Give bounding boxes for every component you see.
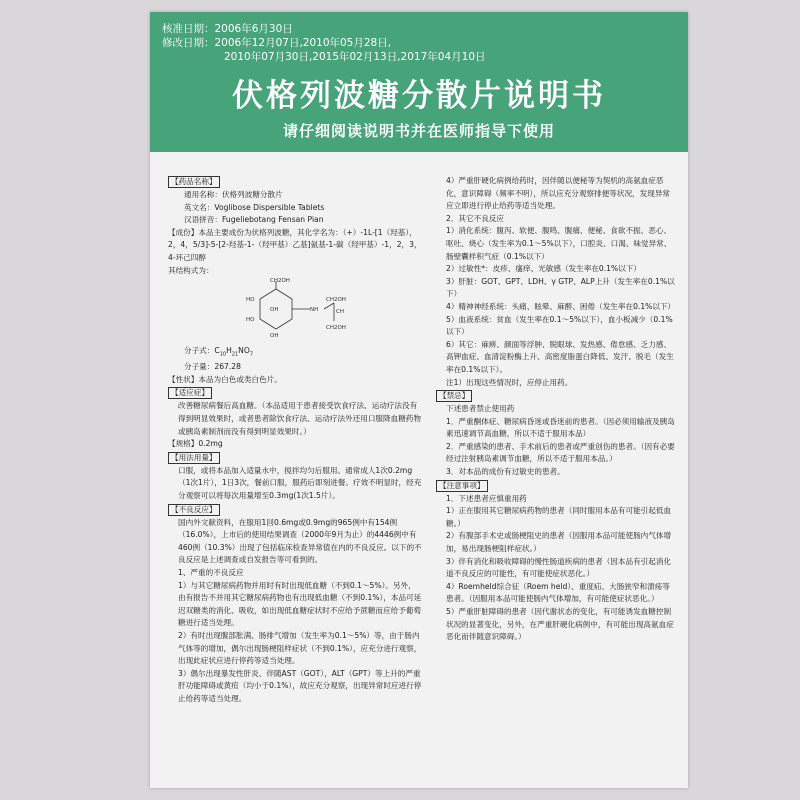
serious-item-2: 2）有时出现腹部胀满、肠排气增加（发生率为0.1～5%）等，由于肠内气体等的增加，偶尔出现肠梗阻样症状（不到0.1%），应充分进行观察，出现此症状应进行停药等适当处理。 [178, 630, 422, 666]
serious-item-1: 1）与其它糖尿病药物并用时有时出现低血糖（不到0.1～5%）。另外，由有报告不并用其它糖尿病药物也有出现低血糖（不到0.1%），本品可延迟双糖类的消化、吸收，如出现低血糖症状时不应给予蔗糖而应给予葡萄糖进行适当处理。 [178, 580, 422, 628]
formula-h: H [226, 346, 232, 356]
structure-diagram [168, 277, 422, 345]
formula-h-count: 21 [231, 351, 239, 358]
formula-o-count: 7 [249, 351, 254, 358]
revision-date-line-1: 修改日期：2006年12月07日,2010年05月28日, [162, 37, 392, 49]
serious-item-3: 3）偶尔出现暴发性肝炎、伴随AST（GOT），ALT（GPT）等上升的严重肝功能障碍或黄疸（均小于0.1%），故应充分观察，出现异常时应进行停止给药等适当处理。 [178, 668, 422, 703]
other-adverse-4: 4）精神神经系统：头痛、眩晕、麻醉、困倦（发生率在0.1%以下） [446, 301, 676, 311]
adverse-note: 注1）出现这些情况时，应停止用药。 [446, 377, 573, 387]
formula-c-count: 10 [219, 351, 227, 358]
section-drug-name: 【药品名称】 [168, 176, 220, 188]
specification-text: 【规格】0.2mg [168, 439, 223, 449]
page-subtitle: 请仔细阅读说明书并在医师指导下使用 [282, 122, 555, 140]
section-contraindications: 【禁忌】 [436, 390, 472, 402]
indication-text: 改善糖尿病餐后高血糖。（本品适用于患者接受饮食疗法、运动疗法没有得到明显效果时，或者患者除饮食疗法、运动疗法外还用口服降血糖药物或胰岛素制剂而没有得到明显效果时。） [178, 401, 421, 436]
pinyin-name: 汉语拼音：Fugeliebotang Fensan Pian [184, 215, 324, 225]
section-adverse: 【不良反应】 [168, 504, 220, 516]
generic-name: 通用名称：伏格列波糖分散片 [184, 190, 283, 199]
contra-item-2: 2．严重感染的患者、手术前后的患者或严重创伤的患者。（因有必要经过注射胰岛素调节血糖，所以不适于服用本品。） [446, 441, 675, 464]
section-precautions: 【注意事项】 [436, 480, 488, 492]
group-oh-bottom: OH [270, 333, 279, 340]
molecular-weight: 分子量：267.28 [184, 362, 241, 372]
serious-item-4: 4）严重肝硬化病例给药时，因伴随以便秘等为契机的高氨血症恶化，意识障碍（频率不明），所以应充分观察排便等状况，发现异常应立即进行停止给药等适当处理。 [446, 176, 671, 211]
header-banner [150, 12, 688, 152]
other-adverse-heading: 2．其它不良反应 [446, 213, 504, 223]
page-title: 伏格列波糖分散片说明书 [232, 78, 606, 114]
group-ch: CH [336, 309, 344, 316]
properties-text: 【性状】本品为白色或类白色片。 [168, 374, 282, 384]
formula-no: NO [238, 346, 250, 356]
group-nh: NH [310, 307, 319, 314]
approval-date: 核准日期：2006年6月30日 [162, 23, 293, 35]
formula-prefix: 分子式：C [184, 346, 220, 356]
caution-item-2: 2）有腹部手术史或肠梗阻史的患者（因服用本品可能使肠内气体增加，易出现肠梗阻样症状。） [446, 531, 672, 554]
right-column [436, 175, 676, 644]
other-adverse-3: 3）肝脏：GOT、GPT、LDH、γ GTP、ALP上升（发生率在0.1%以下） [446, 276, 675, 299]
caution-item-4: 4）Roemheld综合征（Roem held）、重度疝、大肠狭窄和溃疡等患者。（因服用本品可能使肠内气体增加，有可能使症状恶化。） [446, 581, 670, 604]
serious-heading: 1、严重的不良反应 [178, 567, 244, 577]
other-adverse-1: 1）消化系统：腹泻、软便、腹鸣、腹痛、便秘、食欲不振、恶心、呕吐、烧心（发生率为0.1～5%以下），口腔炎、口渴、味觉异常、肠壁囊样积气症（0.1%以下） [446, 226, 672, 261]
contra-intro: 下述患者禁止使用药 [446, 404, 515, 414]
other-adverse-5: 5）血液系统：贫血（发生率在0.1～5%以下），血小板减少（0.1%以下） [446, 314, 673, 337]
molecular-formula [168, 345, 422, 361]
other-adverse-2: 2）过敏性*：皮疹、瘙痒、光敏感（发生率在0.1%以下） [446, 264, 641, 274]
caution-item-1: 1）正在服用其它糖尿病药物的患者（同时服用本品有可能引起低血糖。） [446, 506, 672, 528]
other-adverse-6: 6）其它：麻痹、颜面等浮肿、脱眼球、发热感、倦怠感、乏力感、高钾血症、血清淀粉酶上升、高密度脂蛋白降低、发汗、脱毛（发生率在0.1%以下）。 [446, 339, 674, 374]
revision-date-line-2: 2010年07月30日,2015年02月13日,2017年04月10日 [224, 51, 486, 63]
section-usage: 【用法用量】 [168, 452, 220, 464]
caution-intro: 1．下述患者应慎重用药 [446, 493, 527, 503]
structure-label: 其结构式为： [168, 265, 214, 275]
left-column [168, 175, 422, 706]
group-ch2oh-r2: CH2OH [326, 325, 346, 332]
contra-item-3: 3．对本品的成份有过敏史的患者。 [446, 467, 565, 477]
group-oh-ring: OH [270, 307, 279, 314]
leaflet-sheet [150, 12, 688, 788]
usage-text: 口服，或将本品加入适量水中，搅拌均匀后服用。通常成人1次0.2mg（1次1片），1日3次，餐前口服，服药后即刻进餐。疗效不明显时，经充分观察可以将每次用量增至0.3mg(1次1.5片）。 [178, 465, 422, 501]
revision-dates [162, 22, 486, 64]
group-ho-2: HO [246, 317, 255, 324]
caution-item-5: 5）严重肝脏障碍的患者（因代谢状态的变化，有可能诱发血糖控制状况的显著变化，另外，在严重肝硬化病例中，有可能出现高氨血症恶化而伴随意识障碍。） [446, 607, 674, 642]
caution-item-3: 3）伴有消化和吸收障碍的慢性肠道疾病的患者（因本品有引起消化道不良反应的可能性，有可能使症状恶化。） [446, 556, 672, 579]
composition-text: 【成份】本品主要成份为伏格列波糖，其化学名为：（+）-1L-[1（羟基），2，4，5/3]-5-[2-羟基-1-（羟甲基）乙基]氨基-1-碳（羟甲基）-1，2，3，4-环己四醇 [168, 227, 422, 262]
group-ho-1: HO [246, 297, 255, 304]
group-ch2oh-top: CH2OH [270, 278, 290, 285]
section-indication: 【适应症】 [168, 387, 212, 399]
contra-item-1: 1．严重酮体症、糖尿病昏迷或昏迷前的患者。（因必须用输液及胰岛素迅速调节高血糖，所以不适于服用本品） [446, 416, 675, 439]
english-name: 英文名：Voglibose Dispersible Tablets [184, 202, 325, 212]
adverse-text: 国内外文献资料，在服用1回0.6mg或0.9mg的965例中有154例（16.0%），上市后的使用结果调查（2000年9月为止）的4446例中有460例（10.3%）出现了包括临床检查异常值在内的不良反应。以下的不良反应是上述调查或自发报告等可看到的。 [178, 517, 422, 565]
group-ch2oh-r1: CH2OH [326, 297, 346, 304]
